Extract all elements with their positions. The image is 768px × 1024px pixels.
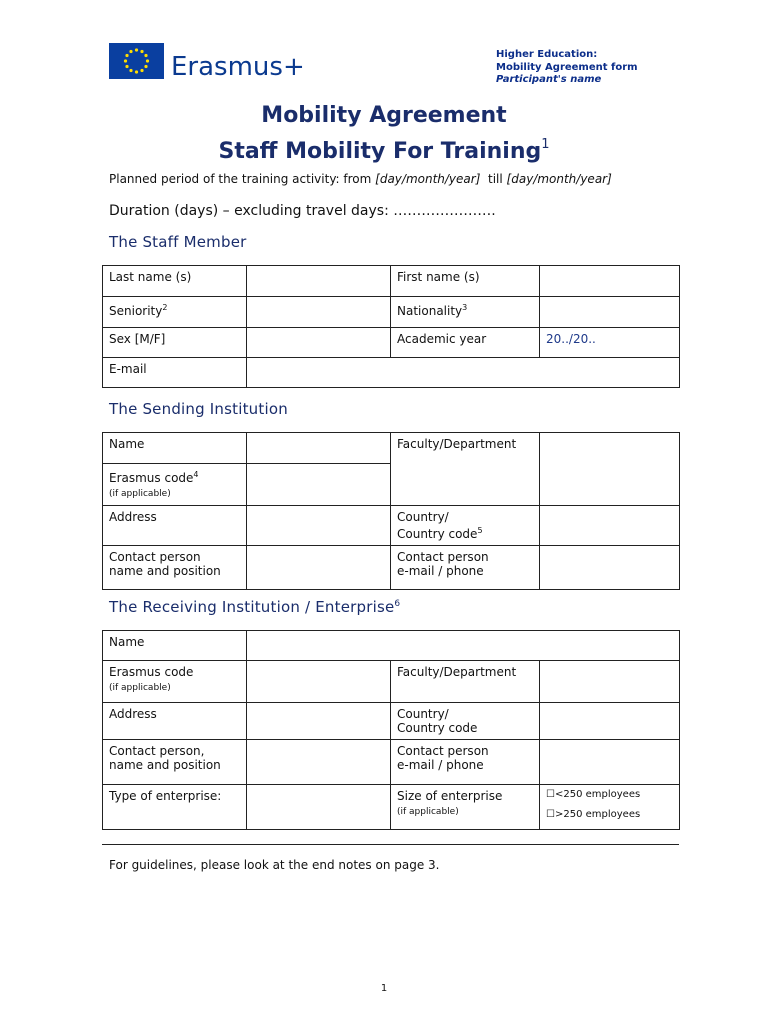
label-receiving-faculty: Faculty/Department — [391, 661, 540, 703]
footnote-ref: 2 — [162, 303, 168, 312]
input-sending-faculty[interactable] — [540, 433, 680, 506]
label-last-name: Last name (s) — [103, 266, 247, 297]
input-last-name[interactable] — [247, 266, 391, 297]
label-seniority — [103, 297, 247, 328]
contact-person-text: Contact person — [397, 550, 489, 564]
guidelines-note: For guidelines, please look at the end notes on page 3. — [109, 858, 440, 872]
country-code-text: Country code — [397, 721, 478, 735]
label-receiving-contact-email — [391, 740, 540, 785]
input-sending-erasmus-code[interactable] — [247, 464, 391, 506]
contact-person-text: Contact person, — [109, 744, 205, 758]
country-text: Country/ — [397, 707, 449, 721]
input-sending-country[interactable] — [540, 506, 680, 546]
erasmus-code-text: Erasmus code — [109, 471, 194, 485]
country-code-text: Country code — [397, 527, 478, 541]
footnote-ref: 4 — [193, 470, 199, 479]
country-text: Country/ — [397, 510, 449, 524]
input-nationality[interactable] — [540, 297, 680, 328]
erasmus-code-text: Erasmus code — [109, 665, 194, 679]
footnote-ref: 6 — [394, 599, 401, 609]
period-till: [day/month/year] — [506, 172, 612, 186]
label-nationality — [391, 297, 540, 328]
input-sending-contact[interactable] — [247, 546, 391, 590]
period-mid: till — [480, 172, 507, 186]
input-receiving-faculty[interactable] — [540, 661, 680, 703]
label-first-name: First name (s) — [391, 266, 540, 297]
staff-table — [102, 265, 680, 388]
label-sending-faculty: Faculty/Department — [391, 433, 540, 506]
input-sending-address[interactable] — [247, 506, 391, 546]
label-sending-erasmus-code — [103, 464, 247, 506]
input-receiving-contact-email[interactable] — [540, 740, 680, 785]
email-phone-text: e-mail / phone — [397, 564, 484, 578]
header-line-3: Participant's name — [496, 74, 602, 85]
page-title: Mobility Agreement — [261, 103, 507, 128]
duration-line: Duration (days) – excluding travel days: …………………. — [109, 203, 496, 219]
input-email[interactable] — [247, 358, 680, 388]
if-applicable-text: (if applicable) — [397, 807, 459, 817]
footnote-ref: 1 — [541, 137, 550, 152]
label-sending-address: Address — [103, 506, 247, 546]
footnote-ref: 5 — [477, 526, 483, 535]
footnote-ref: 3 — [462, 303, 468, 312]
page-number: 1 — [380, 983, 388, 994]
section-heading-receiving — [109, 598, 400, 616]
input-receiving-contact[interactable] — [247, 740, 391, 785]
label-receiving-country — [391, 703, 540, 740]
label-sending-country — [391, 506, 540, 546]
input-enterprise-type[interactable] — [247, 785, 391, 830]
contact-person-text: Contact person — [109, 550, 201, 564]
sending-table — [102, 432, 680, 590]
page-subtitle — [0, 139, 768, 164]
header-line-1: Higher Education: — [496, 49, 598, 60]
label-sending-name: Name — [103, 433, 247, 464]
section-heading-staff: The Staff Member — [109, 233, 247, 251]
label-receiving-address: Address — [103, 703, 247, 740]
divider — [102, 844, 679, 845]
header-info — [496, 49, 638, 87]
input-sex[interactable] — [247, 328, 391, 358]
name-position-text: name and position — [109, 758, 221, 772]
subtitle-text: Staff Mobility For Training — [218, 139, 542, 164]
label-sex: Sex [M/F] — [103, 328, 247, 358]
planned-period — [109, 172, 612, 186]
header-line-2: Mobility Agreement form — [496, 61, 638, 73]
input-receiving-address[interactable] — [247, 703, 391, 740]
input-sending-contact-email[interactable] — [540, 546, 680, 590]
checkbox-under-250[interactable]: ☐<250 employees — [546, 789, 641, 800]
input-receiving-name[interactable] — [247, 631, 680, 661]
seniority-text: Seniority — [109, 304, 163, 318]
input-first-name[interactable] — [540, 266, 680, 297]
label-receiving-erasmus-code — [103, 661, 247, 703]
input-seniority[interactable] — [247, 297, 391, 328]
section-heading-sending: The Sending Institution — [109, 400, 288, 418]
label-enterprise-type: Type of enterprise: — [103, 785, 247, 830]
label-receiving-name: Name — [103, 631, 247, 661]
period-prefix: Planned period of the training activity: from — [109, 172, 376, 186]
receiving-heading-text: The Receiving Institution / Enterprise — [109, 598, 395, 616]
if-applicable-text: (if applicable) — [109, 489, 171, 499]
email-phone-text: e-mail / phone — [397, 758, 484, 772]
input-receiving-country[interactable] — [540, 703, 680, 740]
label-sending-contact-email — [391, 546, 540, 590]
enterprise-size-options — [540, 785, 680, 830]
input-academic-year[interactable]: 20../20.. — [540, 328, 680, 358]
receiving-table — [102, 630, 680, 830]
contact-person-text: Contact person — [397, 744, 489, 758]
logo-text: Erasmus+ — [171, 52, 305, 82]
period-from: [day/month/year] — [375, 172, 481, 186]
label-email: E-mail — [103, 358, 247, 388]
eu-stars-icon — [109, 43, 164, 79]
size-text: Size of enterprise — [397, 789, 503, 803]
checkbox-over-250[interactable]: ☐>250 employees — [546, 809, 641, 820]
input-sending-name[interactable] — [247, 433, 391, 464]
if-applicable-text: (if applicable) — [109, 683, 171, 693]
label-academic-year: Academic year — [391, 328, 540, 358]
name-position-text: name and position — [109, 564, 221, 578]
label-sending-contact — [103, 546, 247, 590]
input-receiving-erasmus-code[interactable] — [247, 661, 391, 703]
label-receiving-contact — [103, 740, 247, 785]
nationality-text: Nationality — [397, 304, 463, 318]
label-enterprise-size — [391, 785, 540, 830]
